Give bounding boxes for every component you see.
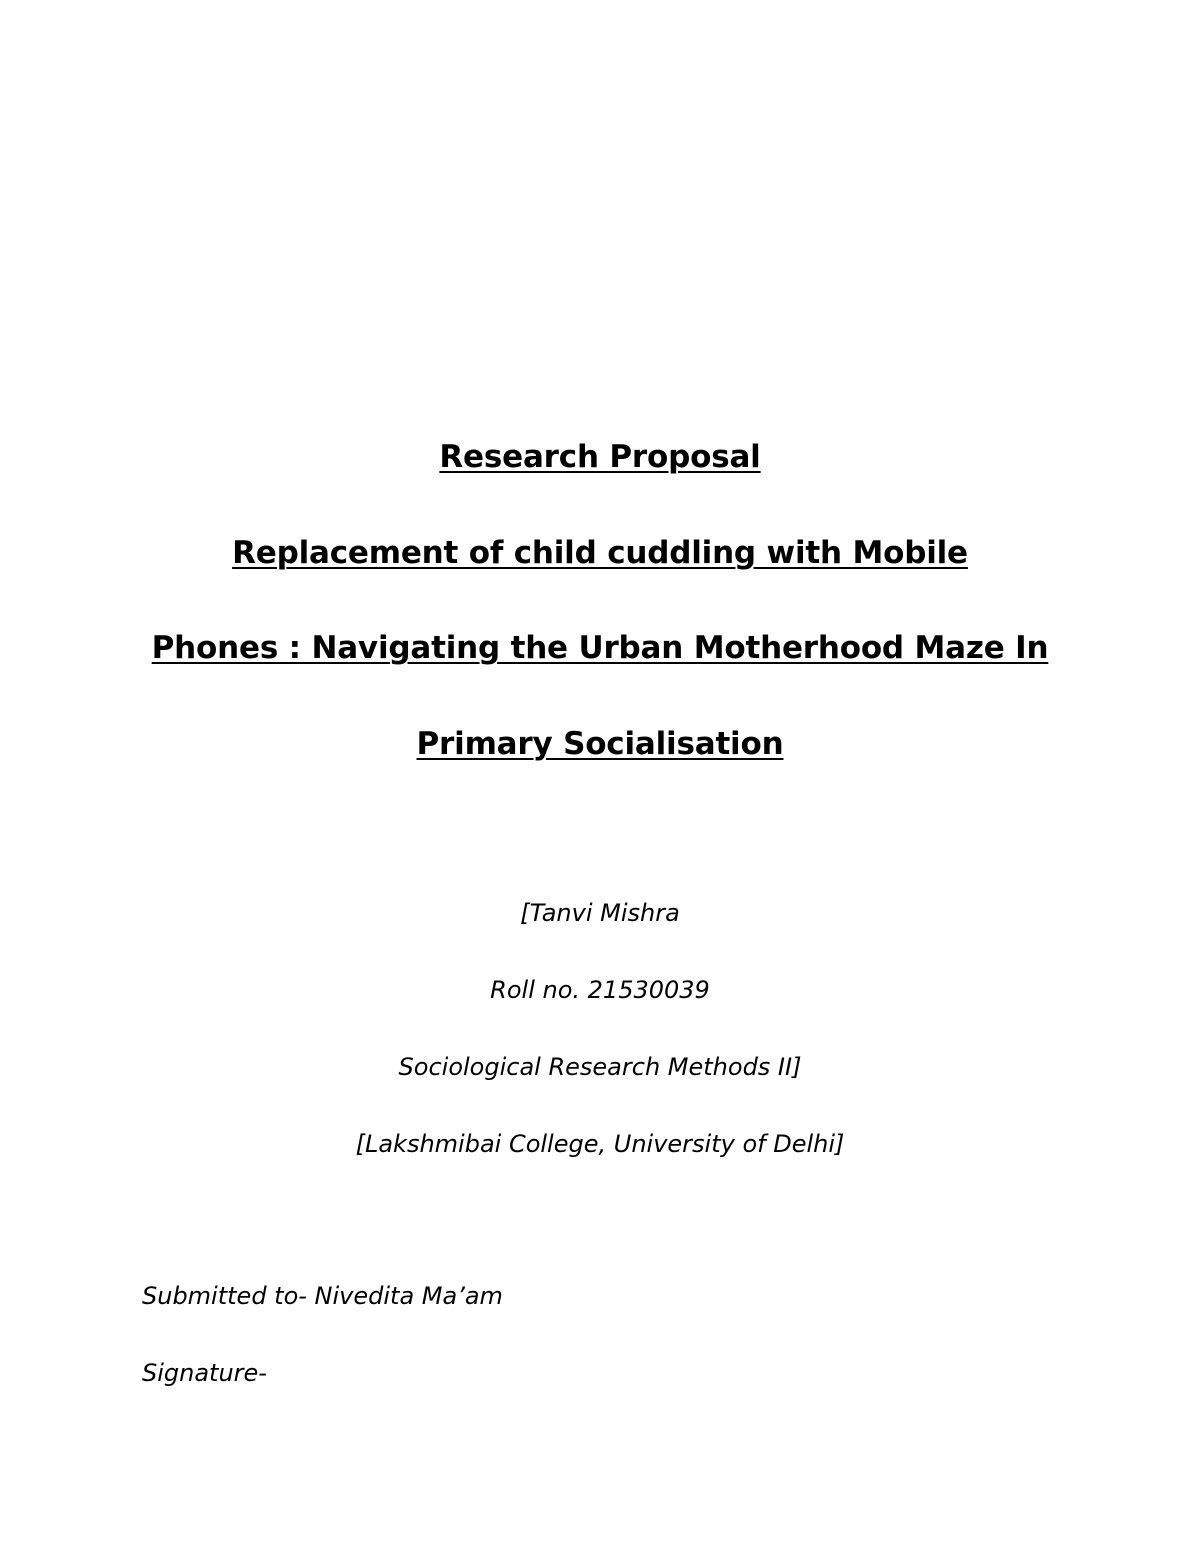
title-block xyxy=(0,437,1200,819)
title-line-1-text: Replacement of child cuddling with Mobile xyxy=(232,534,968,571)
title-line-1 xyxy=(0,533,1200,573)
signature-line: Signature- xyxy=(142,1359,267,1387)
roll-number: Roll no. 21530039 xyxy=(490,976,710,1004)
title-line-2-text: Phones : Navigating the Urban Motherhood Maze In xyxy=(151,630,1049,666)
institution: [Lakshmibai College, University of Delhi] xyxy=(355,1130,845,1158)
author-block xyxy=(0,896,1200,1204)
title-line-2 xyxy=(0,628,1200,668)
submitted-to: Submitted to- Nivedita Ma’am xyxy=(142,1282,503,1310)
submission-block xyxy=(142,1279,1042,1433)
title-line-3 xyxy=(0,724,1200,764)
document-heading xyxy=(0,437,1200,477)
course-name: Sociological Research Methods II] xyxy=(398,1053,802,1081)
title-line-3-text: Primary Socialisation xyxy=(416,725,784,762)
document-heading-text: Research Proposal xyxy=(439,439,761,475)
author-name: [Tanvi Mishra xyxy=(520,899,680,927)
